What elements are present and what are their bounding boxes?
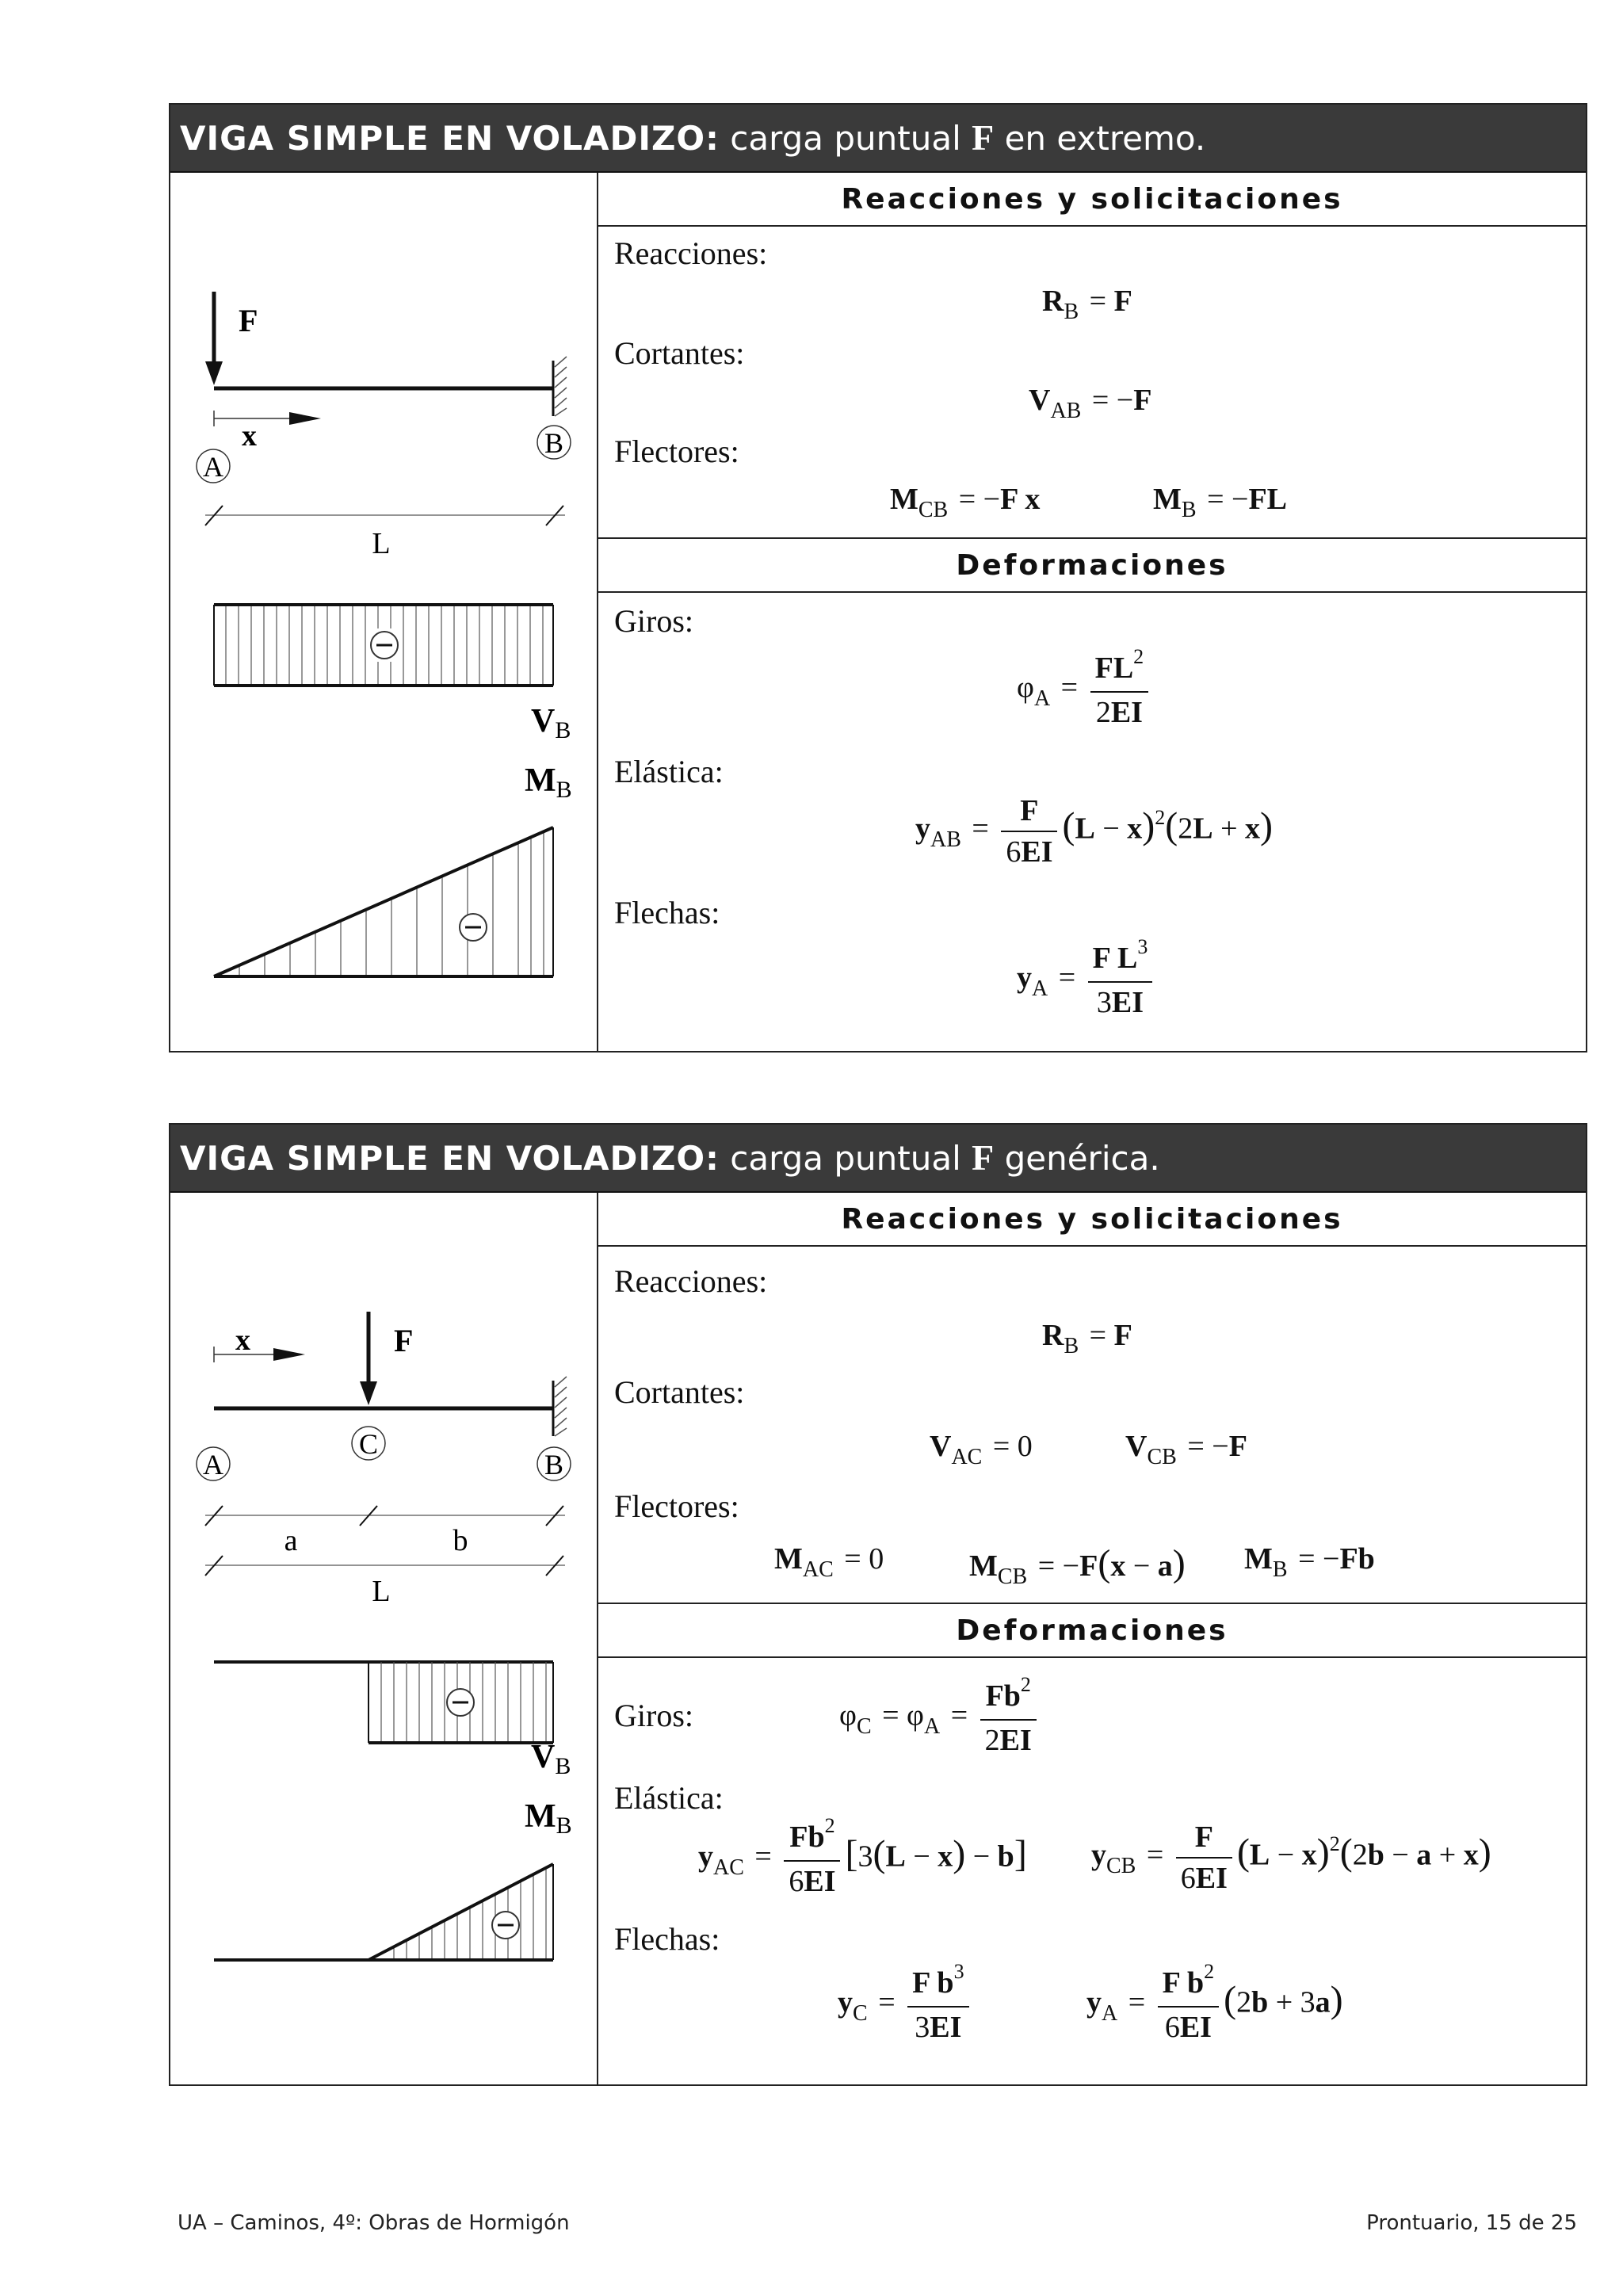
formula-column [598,173,1586,1051]
x-label: x [242,419,257,453]
eq-reaction-rb: $R_B = F$ [1042,285,1132,324]
force-label: F [239,303,258,338]
node-a-label: A [203,1449,223,1480]
shear-label: VB [531,1739,571,1779]
title-text-end: genérica. [1004,1139,1160,1178]
eq-moment-mcb: $M_{CB} = -F(x - a)$ [969,1542,1186,1589]
shear-label: VB [531,703,571,743]
title-bold: VIGA SIMPLE EN VOLADIZO: [180,1139,720,1178]
eq-moment-mcb: $M_{CB} = -F$ x [890,483,1041,522]
footer-course: UA – Caminos, 4º: Obras de Hormigón [178,2211,570,2235]
title-text: carga puntual [730,1139,961,1178]
section-header-deformations: Deformaciones [598,1604,1586,1658]
fixed-support [553,357,567,416]
length-label: L [372,1575,391,1608]
force-arrow [360,1312,377,1405]
formula-card-generic-load [169,1123,1587,2086]
eq-moment-mac: $M_{AC} = 0$ [774,1542,884,1582]
eq-elastic-yab: $y_{AB}$ = $\frac{F}{6EI}$ $(L - x)^2(2L + x)$ [915,791,1273,872]
eq-moment-mb: $M_B = -Fb$ [1244,1542,1375,1582]
label-shear: Cortantes: [614,335,745,371]
label-reactions: Reacciones: [614,235,768,271]
eq-shear-vcb: $V_{CB} = -F$ [1125,1430,1247,1469]
label-rotations: Giros: [614,1698,693,1733]
label-shear: Cortantes: [614,1374,745,1410]
section-header-reactions: Reacciones y solicitaciones [598,173,1586,227]
dimension-line-l [205,1556,565,1576]
label-moments: Flectores: [614,1488,739,1524]
node-c-label: C [358,1428,379,1460]
eq-shear-vab: $V_{AB} = -F$ [1029,384,1152,423]
moment-label: MB [525,1798,572,1839]
eq-deflection-ya: $y_A$ = $\frac{F b^2}{6EI}$ (2b + 3a) [1086,1960,1343,2044]
label-rotations: Giros: [614,603,693,639]
footer-page: Prontuario, 15 de 25 [1366,2211,1577,2235]
x-axis-arrow [214,411,321,426]
formula-column [598,1193,1586,2084]
title-force: F [972,1137,995,1178]
title-bold: VIGA SIMPLE EN VOLADIZO: [180,119,720,158]
moment-label: MB [525,762,572,803]
moment-diagram [214,827,553,976]
eq-rotation-phia: $\varphi_A$ = $\frac{FL^2}{2EI}$ [1017,648,1153,732]
title-text: carga puntual [730,119,961,158]
card-title [170,1125,1586,1193]
beam-diagram-column [170,173,598,1051]
dimension-line-l [205,506,565,525]
eq-moment-mb: $M_B = -FL$ [1153,483,1287,522]
eq-reaction-rb: $R_B = F$ [1042,1319,1132,1358]
eq-shear-vac: $V_{AC} = 0$ [930,1430,1033,1469]
title-text-end: en extremo. [1004,119,1206,158]
dimension-line-ab [205,1506,565,1526]
beam-diagrams [170,1193,598,2084]
beam-diagram-column [170,1193,598,2084]
segment-b-label: b [453,1524,468,1557]
eq-deflection-ya: $y_A$ = $\frac{F L^3}{3EI}$ [1017,938,1157,1022]
x-label: x [235,1324,250,1357]
eq-elastic-ycb: $y_{CB}$ = $\frac{F}{6EI}$ $(L - x)^2(2b - a + x)$ [1091,1817,1491,1898]
label-elastic: Elástica: [614,1780,724,1816]
beam-diagrams [170,173,598,1051]
label-deflections: Flechas: [614,1921,720,1957]
moment-diagram [214,1864,553,1960]
x-axis-arrow [214,1347,305,1362]
length-label: L [372,527,391,560]
label-elastic: Elástica: [614,754,724,789]
force-label: F [394,1323,414,1358]
node-a-label: A [203,451,223,483]
eq-elastic-yac: $y_{AC}$ = $\frac{Fb^2}{6EI}$ [3(L − x) − b] [698,1814,1027,1898]
label-deflections: Flechas: [614,895,720,930]
shear-diagram [214,605,553,686]
fixed-support [553,1377,567,1436]
force-arrow [205,292,223,385]
section-header-reactions: Reacciones y solicitaciones [598,1193,1586,1247]
section-header-deformations: Deformaciones [598,539,1586,593]
label-reactions: Reacciones: [614,1263,768,1299]
eq-rotation-phic: $\varphi_C = \varphi_A$ = $\frac{Fb^2}{2EI}$ [839,1676,1041,1760]
title-force: F [972,117,995,158]
node-b-label: B [544,1449,564,1480]
eq-deflection-yc: $y_C$ = $\frac{F b^3}{3EI}$ [838,1963,974,2047]
label-moments: Flectores: [614,434,739,469]
node-b-label: B [544,427,564,459]
card-title [170,105,1586,173]
shear-diagram [214,1662,553,1743]
formula-card-end-load [169,103,1587,1052]
segment-a-label: a [284,1524,298,1557]
